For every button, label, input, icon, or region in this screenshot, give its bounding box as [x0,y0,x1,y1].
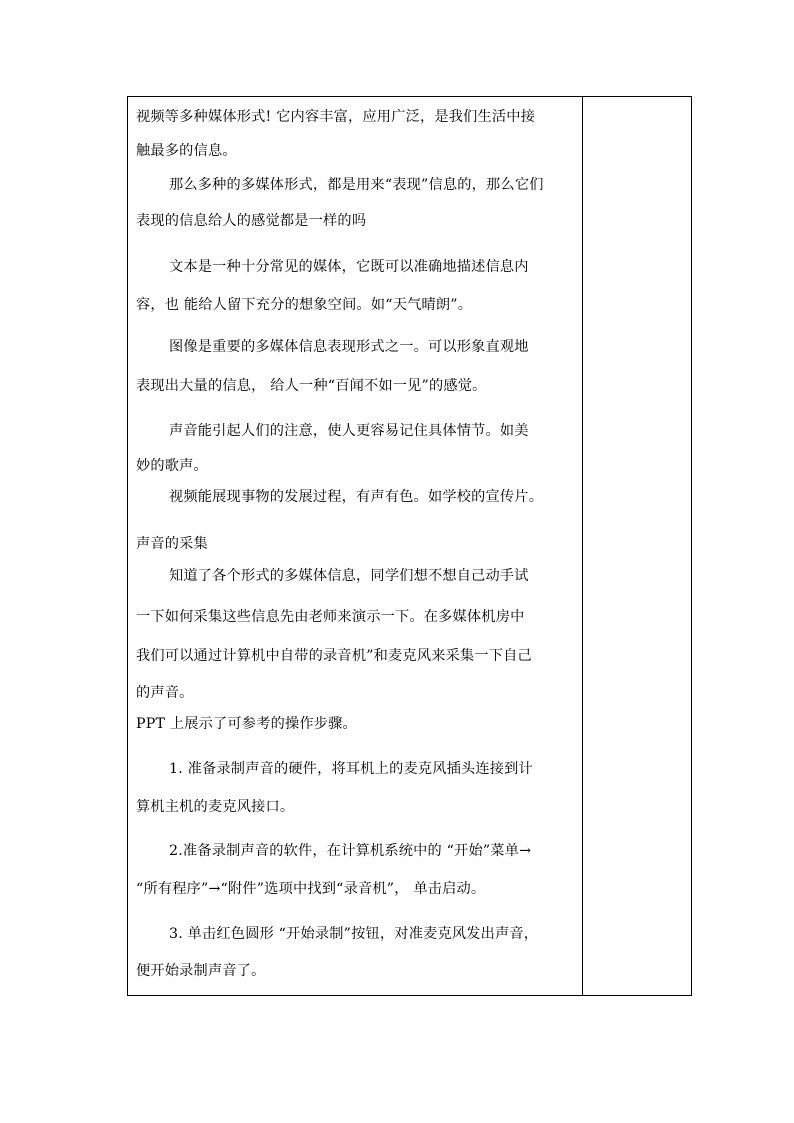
column-divider [582,97,583,995]
step-line: 算机主机的麦克风接口。 [136,799,295,815]
text-line: 妙的歌声。 [136,458,208,474]
content-table [127,96,692,996]
text-line: 知道了各个形式的多媒体信息，同学们想不想自己动手试 [169,568,529,584]
main-text-cell [128,97,582,995]
text-line: 容，也 能给人留下充分的想象空间。如“天气晴朗”。 [136,297,473,313]
text-line: 触最多的信息。 [136,143,237,159]
step-line: 1. 准备录制声音的硬件，将耳机上的麦克风插头连接到计 [169,761,533,777]
text-line: 图像是重要的多媒体信息表现形式之一。可以形象直观地 [169,339,529,355]
section-heading: 声音的采集 [136,536,208,552]
text-line: PPT 上展示了可参考的操作步骤。 [136,716,357,732]
text-line: 声音能引起人们的注意，使人更容易记住具体情节。如美 [169,423,529,439]
step-line: 3. 单击红色圆形 “开始录制”按钮，对准麦克风发出声音， [169,926,539,942]
text-line: 视频等多种媒体形式! 它内容丰富，应用广泛，是我们生活中接 [136,109,536,125]
text-line: 文本是一种十分常见的媒体，它既可以准确地描述信息内 [169,259,529,275]
text-line: 表现的信息给人的感觉都是一样的吗 [136,213,367,229]
text-line: 一下如何采集这些信息先由老师来演示一下。在多媒体机房中 [136,609,525,625]
text-line: 我们可以通过计算机中自带的录音机”和麦克风来采集一下自己 [136,648,532,664]
step-line: 2.准备录制声音的软件，在计算机系统中的 “开始”菜单→ [169,843,532,859]
step-line: “所有程序”→“附件”选项中找到“录音机”， 单击启动。 [136,881,486,897]
text-line: 表现出大量的信息， 给人一种“百闻不如一见”的感觉。 [136,378,487,394]
text-line: 视频能展现事物的发展过程，有声有色。如学校的宣传片。 [169,489,544,505]
step-line: 便开始录制声音了。 [136,963,266,979]
text-line: 那么多种的多媒体形式，都是用来“表现”信息的，那么它们 [169,177,544,193]
text-line: 的声音。 [136,685,194,701]
